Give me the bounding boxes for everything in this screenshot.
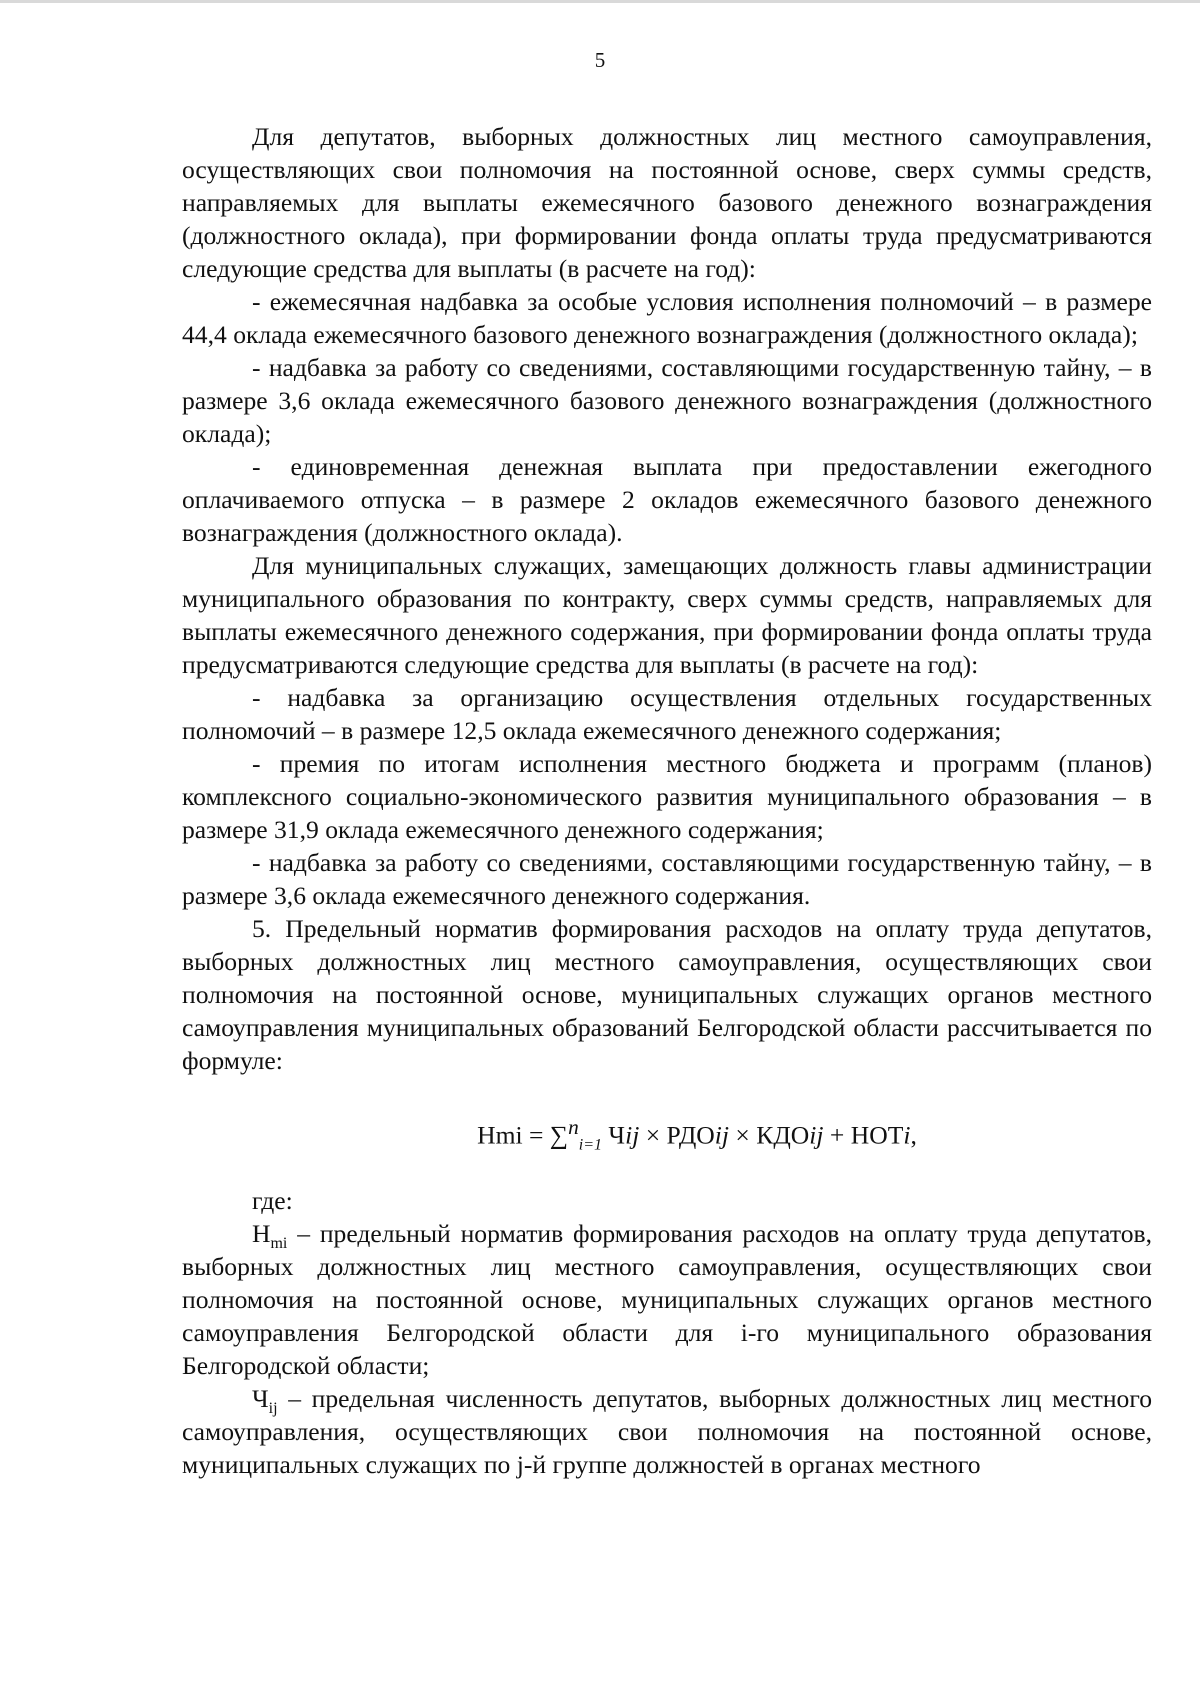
paragraph: Для муниципальных служащих, замещающих должность главы администрации муниципального образования по контракту, сверх суммы средств, направляемых для выплаты ежемесячного денежного содержания, при формировании фонда оплаты труда предусматриваются следующие средства для выплаты (в расчете на год): <box>182 551 1152 679</box>
formula-end: , <box>910 1120 917 1150</box>
definition-text: – предельный норматив формирования расходов на оплату труда депутатов, выборных должностных лиц местного самоуправления, осуществляющих свои полномочия на постоянной основе, муниципальных служащих органов местного самоуправления Белгородской области для i-го муниципального образования Белгородской области; <box>182 1218 1152 1380</box>
paragraph: - премия по итогам исполнения местного бюджета и программ (планов) комплексного социально-экономического развития муниципального образования – в размере 31,9 оклада ежемесячного денежного содержания; <box>182 749 1152 844</box>
formula-term: Ч <box>602 1120 626 1150</box>
formula-eq: = <box>522 1120 550 1150</box>
definition-hmi <box>182 1217 1152 1382</box>
page-top-edge <box>0 0 1200 3</box>
paragraph: - надбавка за работу со сведениями, составляющими государственную тайну, – в размере 3,6 оклада ежемесячного денежного содержания. <box>182 848 1152 910</box>
formula-lhs: Hmi <box>477 1120 523 1150</box>
formula-index: i <box>903 1120 911 1150</box>
definition-text: – предельная численность депутатов, выборных должностных лиц местного самоуправления, осуществляющих свои полномочия на постоянной основе, муниципальных служащих по j-й группе должностей в органах местного <box>182 1383 1152 1479</box>
definition-symbol: H <box>252 1218 271 1248</box>
formula-sum-sub: i=1 <box>578 1136 603 1154</box>
paragraph: - надбавка за организацию осуществления отдельных государственных полномочий – в размере 12,5 оклада ежемесячного денежного содержания; <box>182 683 1152 745</box>
definition-subscript: mi <box>270 1234 288 1252</box>
definition-chij <box>182 1382 1152 1481</box>
page-number: 5 <box>594 48 606 72</box>
paragraph: 5. Предельный норматив формирования расходов на оплату труда депутатов, выборных должностных лиц местного самоуправления, осуществляющих свои полномочия на постоянной основе, муниципальных служащих органов местного самоуправления муниципальных образований Белгородской области рассчитывается по формуле: <box>182 914 1152 1075</box>
where-label: где: <box>252 1185 293 1215</box>
paragraph: - надбавка за работу со сведениями, составляющими государственную тайну, – в размере 3,6 оклада ежемесячного базового денежного вознаграждения (должностного оклада); <box>182 353 1152 448</box>
paragraph: - ежемесячная надбавка за особые условия исполнения полномочий – в размере 44,4 оклада ежемесячного базового денежного вознаграждения (должностного оклада); <box>182 287 1152 349</box>
document-body <box>182 120 1152 1481</box>
formula-sum-sup: n <box>568 1115 579 1139</box>
definition-subscript: ij <box>268 1399 278 1417</box>
formula-index: ij <box>809 1120 824 1150</box>
definition-symbol: Ч <box>252 1383 269 1413</box>
formula-term: × КДО <box>729 1120 810 1150</box>
formula-index: ij <box>625 1120 640 1150</box>
paragraph: - единовременная денежная выплата при предоставлении ежегодного оплачиваемого отпуска – в размере 2 окладов ежемесячного базового денежного вознаграждения (должностного оклада). <box>182 452 1152 547</box>
formula-term: × РДО <box>639 1120 715 1150</box>
formula-index: ij <box>714 1120 730 1150</box>
paragraph: Для депутатов, выборных должностных лиц местного самоуправления, осуществляющих свои полномочия на постоянной основе, сверх суммы средств, направляемых для выплаты ежемесячного базового денежного вознаграждения (должностного оклада), при формировании фонда оплаты труда предусматриваются следующие средства для выплаты (в расчете на год): <box>182 122 1152 283</box>
formula-term: + НОТ <box>823 1120 904 1150</box>
formula <box>182 1111 1152 1152</box>
formula-sum: ∑ <box>549 1120 569 1150</box>
